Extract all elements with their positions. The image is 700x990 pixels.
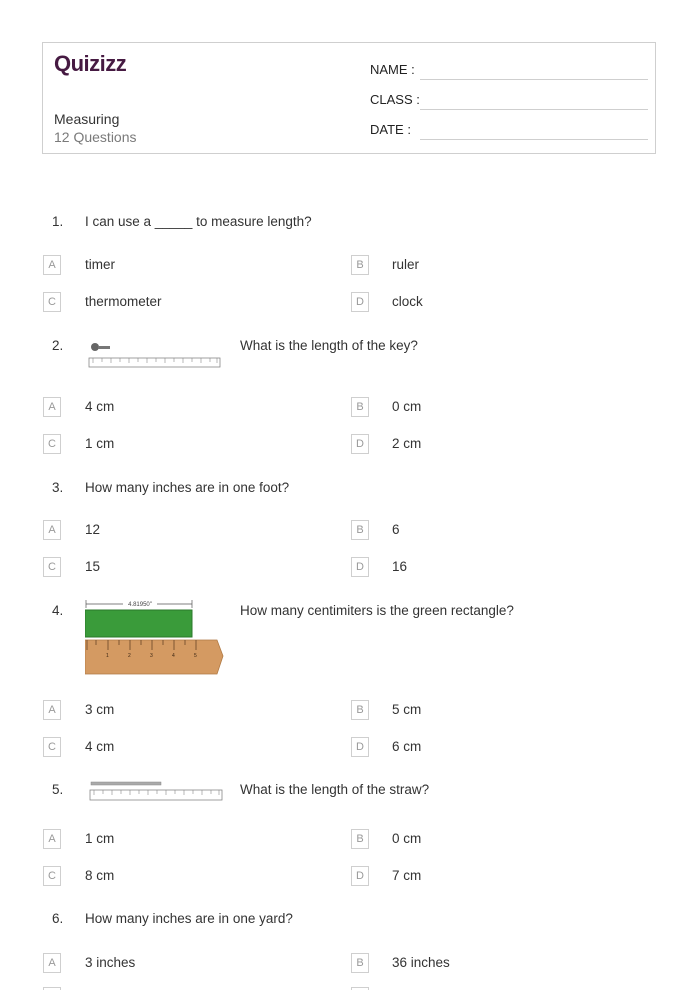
class-field[interactable] <box>370 90 648 110</box>
svg-text:4: 4 <box>172 653 175 659</box>
option-letter: C <box>43 866 61 886</box>
straw-on-ruler-image <box>89 780 225 802</box>
class-line <box>420 109 648 110</box>
option-letter: A <box>43 397 61 417</box>
straw-icon <box>91 782 161 785</box>
dimension-label: 4.81950" <box>128 602 152 608</box>
question-text: How many inches are in one yard? <box>85 911 293 926</box>
option-letter: D <box>351 737 369 757</box>
option-text[interactable]: thermometer <box>85 294 162 309</box>
question-count: 12 Questions <box>54 129 137 145</box>
question-text: How many inches are in one foot? <box>85 480 290 495</box>
svg-text:3: 3 <box>150 653 153 659</box>
option-text[interactable]: 0 cm <box>392 399 422 414</box>
question-text: What is the length of the key? <box>240 338 418 353</box>
option-text[interactable]: 2 cm <box>392 436 422 451</box>
option-text[interactable]: 8 cm <box>85 868 115 883</box>
option-letter: A <box>43 520 61 540</box>
name-line <box>420 79 648 80</box>
option-text[interactable]: timer <box>85 257 115 272</box>
option-text[interactable]: 0 cm <box>392 831 422 846</box>
worksheet-title: Measuring <box>54 111 120 127</box>
option-text[interactable]: 3 cm <box>85 702 115 717</box>
svg-text:1: 1 <box>106 653 109 659</box>
option-text[interactable]: 7 cm <box>392 868 422 883</box>
option-letter: C <box>43 737 61 757</box>
key-on-ruler-image <box>87 338 223 370</box>
svg-text:2: 2 <box>128 653 131 659</box>
option-letter: D <box>351 434 369 454</box>
option-text[interactable]: 15 <box>85 559 101 574</box>
name-field[interactable] <box>370 60 648 80</box>
quizizz-logo: Quizizz <box>54 51 127 76</box>
option-text[interactable]: 36 inches <box>392 955 450 970</box>
worksheet-header <box>42 42 656 154</box>
option-letter: B <box>351 520 369 540</box>
option-letter: D <box>351 557 369 577</box>
option-letter: A <box>43 700 61 720</box>
option-text[interactable]: ruler <box>392 257 420 272</box>
option-text[interactable]: clock <box>392 294 423 309</box>
option-letter: C <box>43 557 61 577</box>
question-number: 2. <box>52 338 64 353</box>
question-number: 3. <box>52 480 64 495</box>
date-line <box>420 139 648 140</box>
option-letter: C <box>43 292 61 312</box>
option-text[interactable]: 6 cm <box>392 739 422 754</box>
option-letter: B <box>351 953 369 973</box>
option-letter: B <box>351 255 369 275</box>
option-text[interactable]: 12 <box>85 522 101 537</box>
key-icon <box>91 343 110 351</box>
svg-text:5: 5 <box>194 653 197 659</box>
option-text[interactable]: 5 cm <box>392 702 422 717</box>
option-text[interactable]: 1 cm <box>85 831 115 846</box>
option-letter: A <box>43 255 61 275</box>
option-text[interactable]: 3 inches <box>85 955 136 970</box>
option-letter: B <box>351 397 369 417</box>
green-rectangle-on-ruler-image <box>85 598 227 676</box>
question-number: 6. <box>52 911 64 926</box>
option-text[interactable]: 4 cm <box>85 399 115 414</box>
option-letter: C <box>43 434 61 454</box>
option-letter: B <box>351 700 369 720</box>
question-number: 5. <box>52 782 64 797</box>
option-letter: B <box>351 829 369 849</box>
option-letter: A <box>43 829 61 849</box>
option-text[interactable]: 6 <box>392 522 400 537</box>
question-number: 4. <box>52 603 64 618</box>
date-label: DATE : <box>370 122 411 137</box>
option-text[interactable]: 16 <box>392 559 408 574</box>
option-letter: A <box>43 953 61 973</box>
name-label: NAME : <box>370 62 415 77</box>
question-text: What is the length of the straw? <box>240 782 430 797</box>
class-label: CLASS : <box>370 92 420 107</box>
question-text: I can use a _____ to measure length? <box>85 214 312 229</box>
option-letter: D <box>351 866 369 886</box>
question-text: How many centimiters is the green rectangle? <box>240 603 514 618</box>
date-field[interactable] <box>370 120 648 140</box>
question-number: 1. <box>52 214 64 229</box>
option-text[interactable]: 1 cm <box>85 436 115 451</box>
option-text[interactable]: 4 cm <box>85 739 115 754</box>
option-letter: D <box>351 292 369 312</box>
